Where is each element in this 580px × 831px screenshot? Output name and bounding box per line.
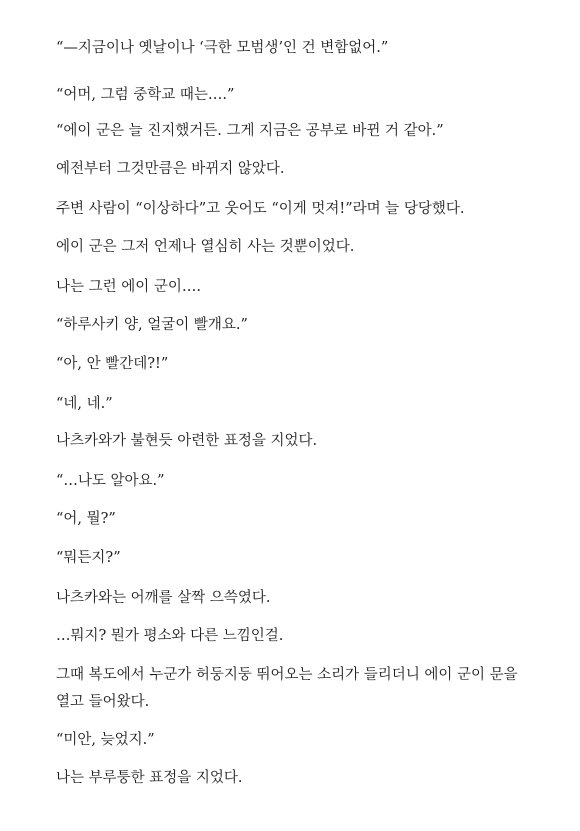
- paragraph: 나는 그런 에이 군이….: [56, 279, 201, 295]
- paragraph: “미안, 늦었지.”: [56, 732, 155, 748]
- paragraph: “어머, 그럼 중학교 때는….”: [56, 87, 235, 103]
- paragraph: “아, 안 빨간데?!”: [56, 356, 169, 372]
- paragraph: “에이 군은 늘 진지했거든. 그게 지금은 공부로 바뀐 거 같아.”: [56, 123, 444, 139]
- paragraph: 나츠카와가 불현듯 아련한 표정을 지었다.: [56, 433, 318, 449]
- paragraph: 예전부터 그것만큼은 바뀌지 않았다.: [56, 161, 285, 177]
- paragraph: 그때 복도에서 누군가 허둥지둥 뛰어오는 소리가 들리더니 에이 군이 문을 열고 들어왔다.: [56, 667, 518, 710]
- paragraph: 나는 부루퉁한 표정을 지었다.: [56, 770, 243, 786]
- paragraph: 에이 군은 그저 언제나 열심히 사는 것뿐이었다.: [56, 239, 355, 255]
- paragraph: 주변 사람이 “이상하다”고 웃어도 “이게 멋져!”라며 늘 당당했다.: [56, 201, 465, 217]
- paragraph: “네, 네.”: [56, 396, 113, 412]
- paragraph: 나츠카와는 어깨를 살짝 으쓱였다.: [56, 590, 271, 606]
- paragraph: “하루사키 양, 얼굴이 빨개요.”: [56, 317, 248, 333]
- paragraph: “—지금이나 옛날이나 ‘극한 모범생’인 건 변함없어.”: [56, 40, 389, 56]
- paragraph: “어, 뭘?”: [56, 511, 116, 527]
- paragraph: “…나도 알아요.”: [56, 473, 165, 489]
- paragraph: …뭐지? 뭔가 평소와 다른 느낌인걸.: [56, 628, 284, 644]
- paragraph: “뭐든지?”: [56, 550, 121, 566]
